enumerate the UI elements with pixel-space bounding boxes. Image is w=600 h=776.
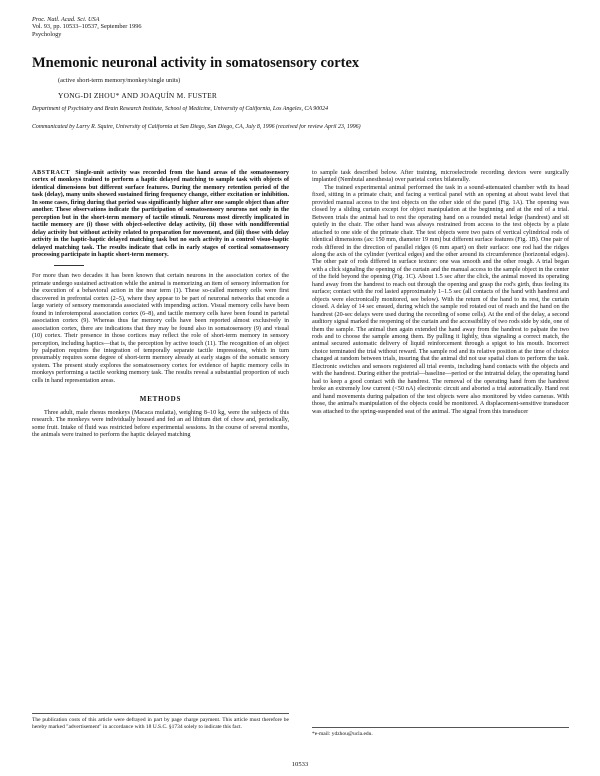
journal-volume: Vol. 93, pp. 10533–10537, September 1996 [32,23,142,31]
abstract-divider [54,265,84,266]
communicated-by: Communicated by Larry R. Squire, University of California at San Diego, San Diego, CA, July 8, 1996 (received for review April 23, 1996) [32,124,361,130]
abstract-label: ABSTRACT [32,170,71,176]
article-title: Mnemonic neuronal activity in somatosensory cortex [32,55,360,71]
abstract [32,170,289,259]
page-number: 10533 [291,761,309,768]
right-column [312,170,569,416]
journal-section: Psychology [32,30,62,38]
keywords: (active short-term memory/monkey/single units) [58,77,181,84]
methods-heading: METHODS [139,395,182,404]
journal-name: Proc. Natl. Acad. Sci. USA [32,16,100,23]
authors: YONG-DI ZHOU* AND JOAQUÍN M. FUSTER [58,91,218,100]
left-column [32,170,289,440]
introduction-paragraph: For more than two decades it has been known that certain neurons in the association cortex of the primate undergo sustained activation while the animal is memorizing an item of sensory information for the execution of a behavioral action in the near term (1). These so-called memory cells were first discovered in prefrontal cortex (2–5), where they appear to be part of neuronal networks that encode a large variety of sensory memoranda associated with impending action. Visual memory cells have been found in inferotemporal association cortex (6–8), and tactile memory cells have been found in parietal association cortex (9). Whereas thus far memory cells have been reported almost exclusively in association cortex, there are indications that they may be found also in somatosensory (9) and visual (10) cortex. Their presence in those cortices may reflect the role of short-term memory in sensory perception, including haptics—that is, the perception by active touch (11). The recognition of an object by palpation requires the integration of temporally separate tactile impressions, which in turn presumably requires some degree of short-term memory already at early stages of the somatic sensory system. The present study explores the somatosensory cortex for evidence of haptic memory cells in monkeys performing a tactile working memory task. The results reveal a substantial proportion of such cells in hand representation areas. [32,273,289,384]
email-footnote: *e-mail: ydzhou@ucla.edu. [312,727,569,737]
abstract-text: Single-unit activity was recorded from the hand areas of the somatosensory cortex of monkeys trained to perform a haptic delayed matching to sample task with objects of identical dimensions but different surface features. During the memory retention period of the task (delay), many units showed sustained firing frequency change, either excitation or inhibition. In some cases, firing during that period was significantly higher after one sample object than after another. These observations indicate the participation of somatosensory neurons not only in the perception but in the short-term memory of tactile stimuli. Neurons most directly implicated in tactile memory are (i) those with object-selective delay activity, (ii) those with nondifferential delay activity but without activity related to preparation for movement, and (iii) those with delay activity in the haptic-haptic delayed matching task but no such activity in a control visuo-haptic delayed matching task. The results indicate that cells in early stages of cortical somatosensory processing participate in haptic short-term memory. [32,170,289,258]
methods-paragraph-1: Three adult, male rhesus monkeys (Macaca mulatta), weighing 8–10 kg, were the subjects of this research. The monkeys were individually housed and fed an ad libitum diet of chow and, periodically, some fruit. Intake of fluid was restricted before experimental sessions. In the course of several months, the animals were trained to perform the haptic delayed matching [32,409,289,439]
publication-cost-footnote: The publication costs of this article were defrayed in part by page charge payment. This article must therefore be hereby marked "advertisement" in accordance with 18 U.S.C. §1734 solely to indicate this fact. [32,713,289,730]
methods-continuation: to sample task described below. After training, microelectrode recording devices were surgically implanted (Nembutal anesthesia) over parietal cortex bilaterally. [312,170,569,184]
methods-paragraph-2: The trained experimental animal performed the task in a sound-attenuated chamber with its head fixed, sitting in a primate chair, and facing a vertical panel with an opening at about waist level that provided manual access to the test objects on the other side of the panel (Fig. 1A). The opening was closed by a sliding curtain except for object manipulation at the beginning and at the end of a trial. Between trials the animal had to rest the operating hand on a rounded metal ledge (handrest) and sit quietly in the chair. The other hand was always restrained from access to the test objects by a plate attached to one side of the primate chair. The test objects were two pairs of vertical cylindrical rods of identical dimensions (ax: 150 mm, diameter 19 mm) but different surface features (Fig. 1B). One pair of rods differed in the direction of parallel ridges (6 mm apart) on their surface: one rod had the ridges along the axis of the cylinder (vertical edges) and the other around its circumference (horizontal edges). The other pair of rods differed in surface texture: one was smooth and the other rough. A trial began with a click signaling the opening of the curtain and the manual access to the sample object in the center of the field beyond the opening (Fig. 1C). About 1.5 sec after the click, the animal moved its operating hand away from the handrest to reach out through the opening and grasp the rod's girth, thus feeling its surface; contact with the rod lasted approximately 1–1.5 sec (all contacts of the hand with handrest and objects were electronically monitored, see below). With the return of the hand to its rest, the curtain closed. A delay of 14 sec ensued, during which the sample rod rotated out of reach and the hand on the handrest (20-sec delays were used during the recording of some cells). At the end of the delay, a second auditory signal marked the reopening of the curtain and the accessibility of two rods side by side, one of them the sample. The animal then again extended the hand away from the handrest to palpate the two rods and to choose the sample among them. By pulling it lightly, thus signaling a correct match, the animal secured automatic delivery of liquid reinforcement through a spigot to his mouth. Incorrect choice terminated the trial without reward. The sample rod and its relative position at the time of choice changed at random between trials, insuring that the animal did not use spatial clues to perform the task. Electronic switches and sensors registered all trial events, including hand contacts with the objects and with the handrest. During either the pretrial—baseline—period or the intratrial delay, the operating hand had to keep a good contact with the handrest. The removal of the operating hand from the handrest broke an extremely low current (<50 nA) electronic circuit and aborted a trial automatically. Hand rest and hand movements during palpation of the test objects were also monitored by video cameras. With those, the animal's manipulation of the objects could be monitored. A displacement-sensitive transducer was attached to the spring-suspended seat of the animal. The signal from this transducer [312,184,569,415]
journal-header [32,16,142,38]
affiliation: Department of Psychiatry and Brain Research Institute, School of Medicine, University of California, Los Angeles, CA 90024 [32,106,329,112]
